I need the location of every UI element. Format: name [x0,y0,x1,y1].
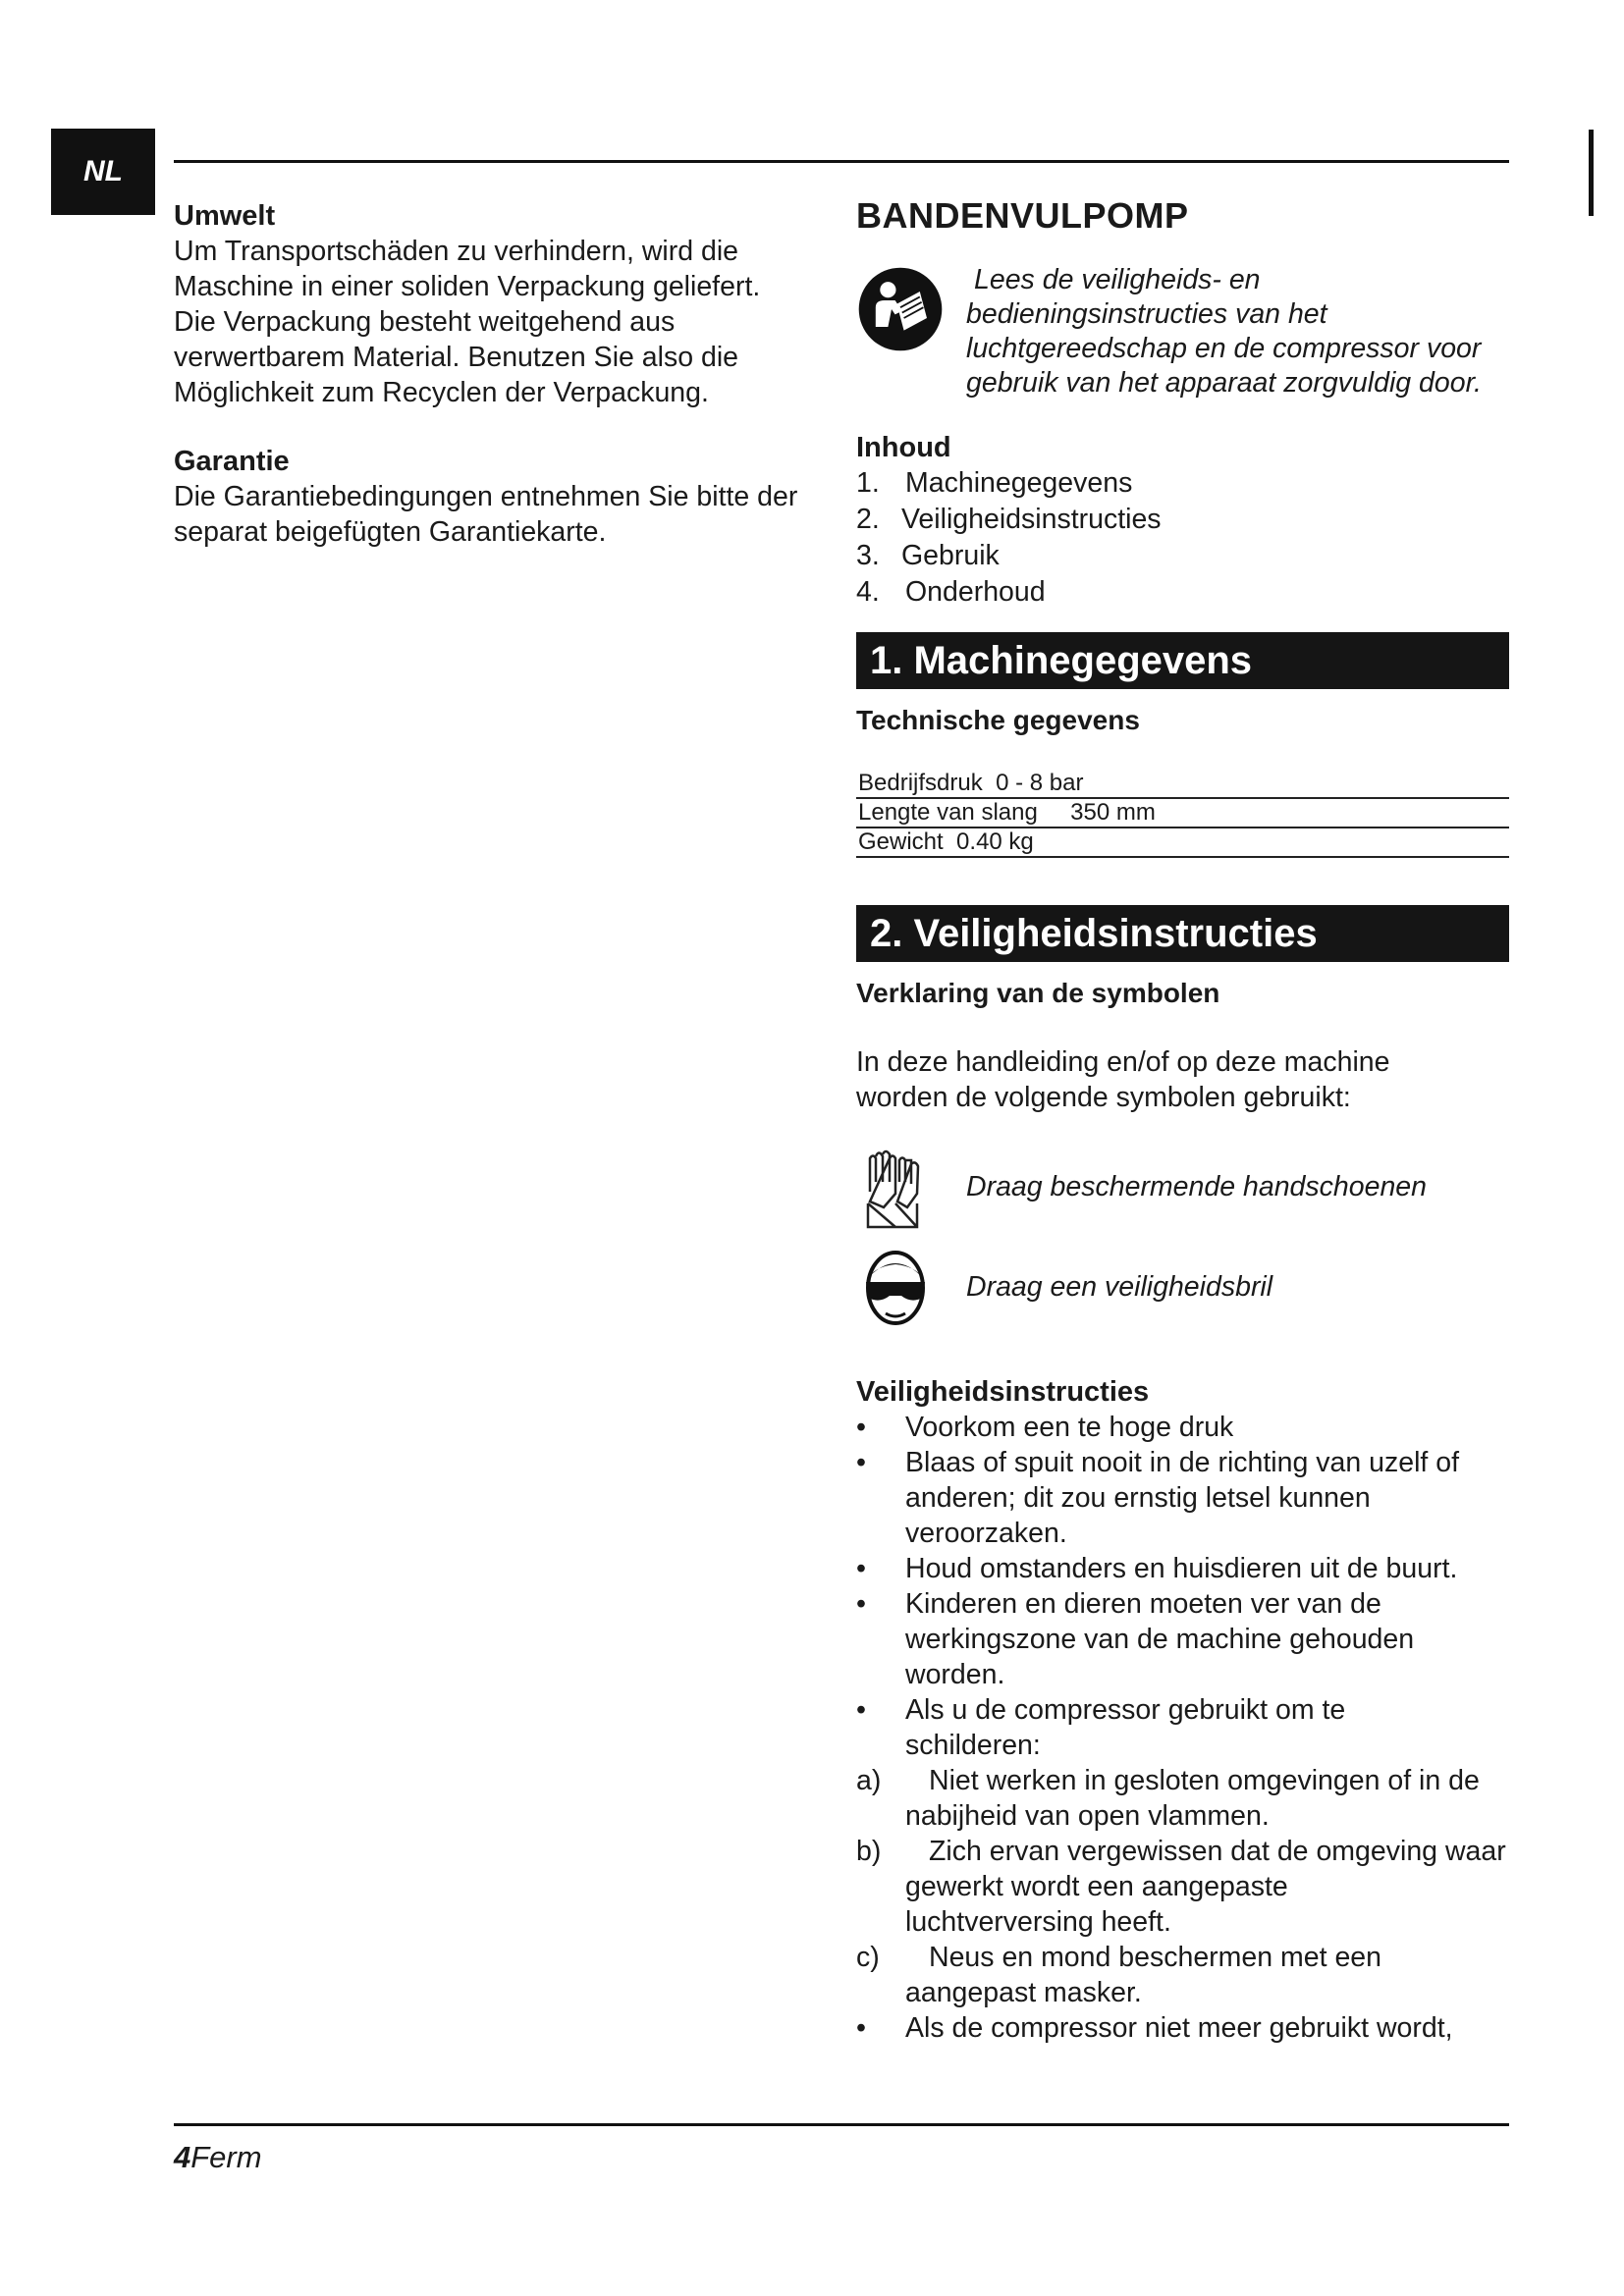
toc-item [856,574,1509,611]
text-line: bedieningsinstructies van het [966,298,1327,330]
language-tab: NL [51,129,155,215]
bullet-marker: • [856,1412,866,1443]
safety-item-text [905,1692,1345,1763]
bullet-marker: c) [856,1942,880,1973]
text-line: gewerkt wordt een aangepaste [905,1871,1288,1902]
toc-number: 1. [856,467,880,499]
header-rule [174,160,1509,163]
symbols-heading: Verklaring van de symbolen [856,978,1220,1008]
spec-row [856,770,1509,798]
text-line: separat beigefügten Garantiekarte. [174,516,607,548]
umwelt-text [174,234,832,410]
toc-number: 2. [856,504,880,535]
symbol-row-gloves [856,1143,1509,1231]
gloves-icon [856,1143,935,1231]
safety-item [856,1692,1509,1763]
safety-glasses-icon [856,1243,935,1331]
text-line: veroorzaken. [905,1518,1067,1549]
symbols-intro [856,1044,1509,1115]
brand-name: Ferm [190,2140,262,2174]
toc-number: 4. [856,576,880,608]
spec-value: 0 - 8 bar [996,770,1084,796]
text-line: Möglichkeit zum Recyclen der Verpackung. [174,377,709,408]
text-line: nabijheid van open vlammen. [905,1800,1270,1832]
spec-row [856,828,1509,857]
text-line: Zich ervan vergewissen dat de omgeving waar [929,1836,1506,1867]
safety-item [856,1763,1509,1834]
safety-item-text [905,1940,1381,2010]
bullet-marker: • [856,1694,866,1726]
spec-cell [856,798,1509,828]
safety-item [856,2010,1509,2046]
bullet-marker: • [856,2012,866,2044]
safety-item [856,1551,1509,1586]
text-line: aangepast masker. [905,1977,1142,2008]
text-line: worden de volgende symbolen gebruikt: [856,1082,1351,1113]
text-line: werkingszone van de machine gehouden [905,1624,1415,1655]
manual-note-text [966,263,1482,400]
safety-item-text [905,1445,1459,1551]
toc-label: Gebruik [901,540,1000,571]
toc-label: Onderhoud [905,576,1046,608]
text-line: Blaas of spuit nooit in de richting van uzelf of [905,1447,1460,1478]
umwelt-heading: Umwelt [174,200,276,232]
text-line: Als de compressor niet meer gebruikt wordt, [905,2012,1453,2044]
bullet-marker: • [856,1553,866,1584]
text-line: Die Verpackung besteht weitgehend aus [174,306,676,338]
symbol-row-glasses [856,1243,1509,1331]
page-number: 4 [174,2140,191,2174]
spec-table [856,770,1509,858]
manual-note [856,263,1509,400]
spec-value: 0.40 kg [956,828,1034,855]
safety-item-text [905,1586,1414,1692]
safety-heading: Veiligheidsinstructies [856,1376,1150,1408]
safety-item [856,1834,1509,1940]
spec-label: Gewicht [858,828,944,855]
spec-cell [856,828,1509,857]
bullet-marker: • [856,1447,866,1478]
text-line: luchtverversing heeft. [905,1906,1171,1938]
text-line: worden. [905,1659,1005,1690]
toc-number: 3. [856,540,880,571]
text-line: Um Transportschäden zu verhindern, wird die [174,236,739,267]
bullet-marker: b) [856,1836,882,1867]
text-line: Die Garantiebedingungen entnehmen Sie bitte der [174,481,798,512]
safety-item-text [905,1551,1457,1586]
symbol-label-gloves: Draag beschermende handschoenen [966,1170,1427,1202]
text-line: gebruik van het apparaat zorgvuldig door. [966,367,1482,399]
bullet-marker: • [856,1588,866,1620]
footer-rule [174,2123,1509,2126]
section-banner-veiligheid: 2. Veiligheidsinstructies [856,905,1509,962]
toc-heading: Inhoud [856,432,951,463]
garantie-heading: Garantie [174,446,290,477]
right-column [856,194,1509,2046]
bullet-marker: a) [856,1765,882,1796]
text-line: Maschine in einer soliden Verpackung geliefert. [174,271,761,302]
margin-mark [1589,130,1594,216]
text-line: schilderen: [905,1730,1041,1761]
page-footer [174,2140,262,2175]
symbol-label-glasses: Draag een veiligheidsbril [966,1270,1273,1303]
toc-list [856,465,1509,611]
safety-list [856,1410,1509,2046]
text-line: Lees de veiligheids- en [974,264,1261,295]
spec-row [856,798,1509,828]
spec-label: Bedrijfsdruk [858,770,983,796]
tech-heading: Technische gegevens [856,705,1140,735]
text-line: Houd omstanders en huisdieren uit de buurt. [905,1553,1458,1584]
spec-label: Lengte van slang [858,799,1038,826]
text-line: anderen; dit zou ernstig letsel kunnen [905,1482,1371,1514]
text-line: In deze handleiding en/of op deze machine [856,1046,1390,1078]
safety-item-text [905,1763,1480,1834]
safety-item [856,1445,1509,1551]
text-line: luchtgereedschap en de compressor voor [966,333,1482,364]
text-line: Kinderen en dieren moeten ver van de [905,1588,1381,1620]
toc-label: Veiligheidsinstructies [901,504,1162,535]
text-line: Neus en mond beschermen met een [929,1942,1382,1973]
toc-item [856,538,1509,574]
text-line: verwertbarem Material. Benutzen Sie also die [174,342,739,373]
safety-item [856,1586,1509,1692]
garantie-text [174,479,832,550]
text-line: Niet werken in gesloten omgevingen of in de [929,1765,1480,1796]
safety-item-text [905,2010,1453,2046]
safety-item [856,1940,1509,2010]
toc-item [856,465,1509,502]
toc-item [856,502,1509,538]
text-line: Voorkom een te hoge druk [905,1412,1234,1443]
spec-cell [856,770,1509,798]
safety-item-text [905,1410,1233,1445]
left-column [174,198,832,550]
spec-value: 350 mm [1070,799,1156,826]
text-line: Als u de compressor gebruikt om te [905,1694,1346,1726]
read-manual-icon [856,265,945,353]
page-title: BANDENVULPOMP [856,195,1189,236]
section-banner-machinegegevens: 1. Machinegegevens [856,632,1509,689]
toc-label: Machinegegevens [905,467,1133,499]
safety-item [856,1410,1509,1445]
safety-item-text [905,1834,1506,1940]
